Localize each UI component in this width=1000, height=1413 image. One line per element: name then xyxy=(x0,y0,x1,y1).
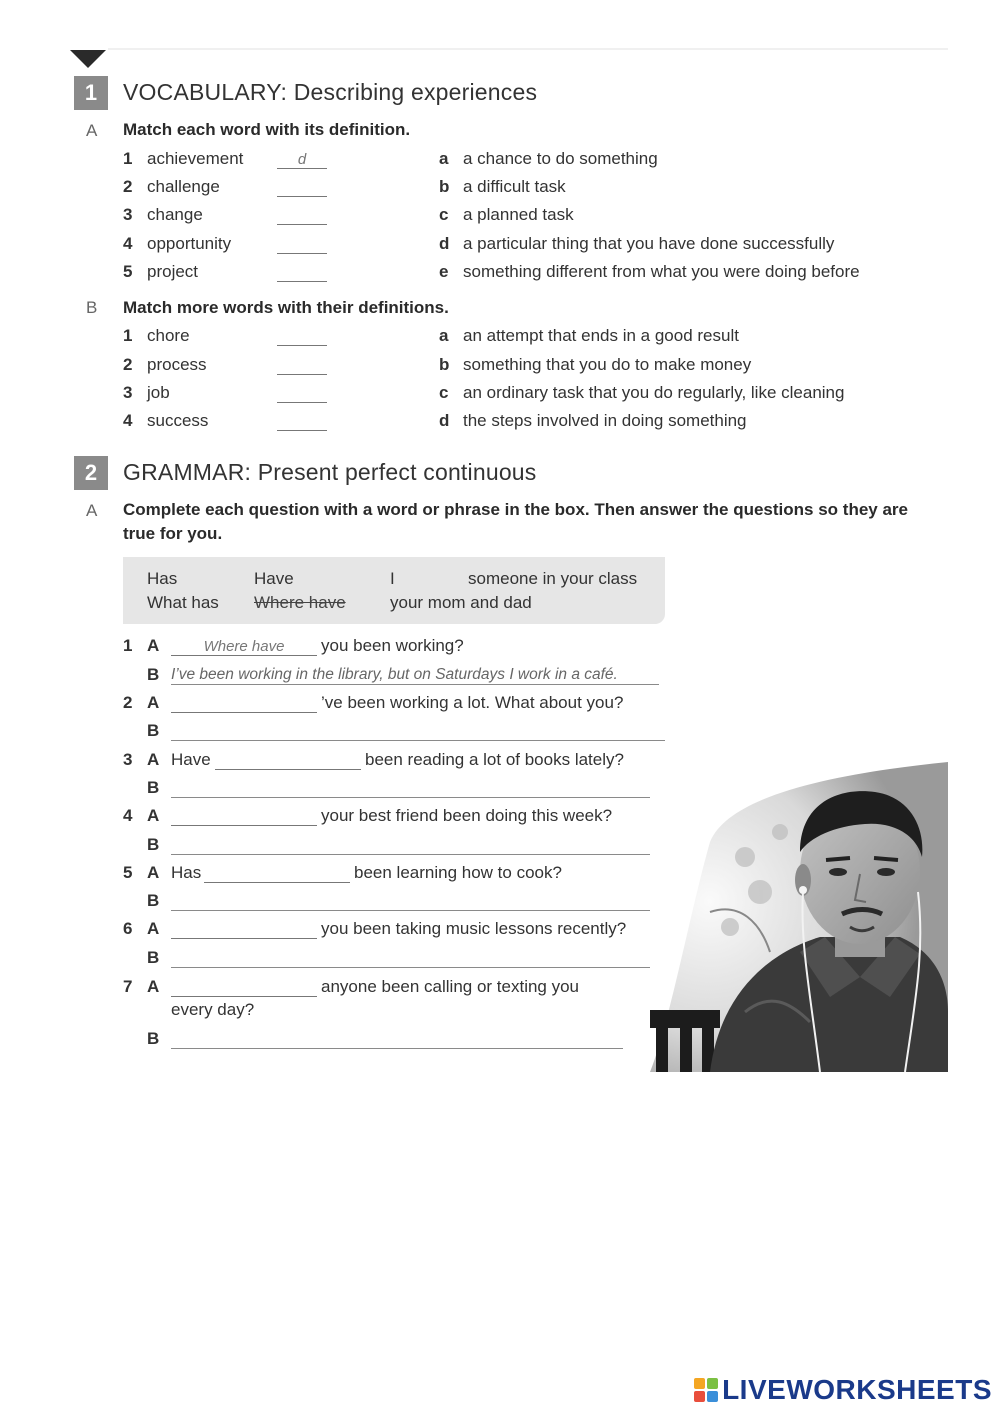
speaker-b-label: B xyxy=(147,835,160,854)
answer-line[interactable] xyxy=(171,834,665,855)
question-text: been reading a lot of books lately? xyxy=(365,750,624,769)
item-number: 4 xyxy=(123,234,133,253)
answer-blank[interactable] xyxy=(277,412,327,431)
definition-text: a planned task xyxy=(463,205,574,224)
item-number: 3 xyxy=(123,383,133,402)
liveworksheets-logo xyxy=(694,1373,992,1407)
vocab-word: success xyxy=(147,411,209,430)
vocab-word: project xyxy=(147,262,199,281)
instruction-2a-line2: true for you. xyxy=(123,524,223,543)
question-blank[interactable] xyxy=(171,807,317,826)
question-text: you been taking music lessons recently? xyxy=(321,919,627,938)
word-box-item: What has xyxy=(147,593,219,612)
question-text: been learning how to cook? xyxy=(354,863,562,882)
answer-line[interactable] xyxy=(171,777,665,798)
item-number: 2 xyxy=(123,177,133,196)
answer-line[interactable] xyxy=(171,1028,623,1049)
speaker-b-label: B xyxy=(147,948,160,967)
part-letter-1a: A xyxy=(86,121,98,140)
part-letter-2a: A xyxy=(86,501,98,520)
question-blank[interactable] xyxy=(171,694,317,713)
answer-blank[interactable] xyxy=(277,178,327,197)
question-number: 5 xyxy=(123,863,133,882)
section-1-number: 1 xyxy=(74,76,108,110)
definition-letter: d xyxy=(439,234,450,253)
item-number: 4 xyxy=(123,411,133,430)
speaker-b-label: B xyxy=(147,721,160,740)
item-number: 3 xyxy=(123,205,133,224)
word-box-item: I xyxy=(390,569,395,588)
question-number: 3 xyxy=(123,750,133,769)
speaker-a-label: A xyxy=(147,636,160,655)
word-box-item: your mom and dad xyxy=(390,593,532,612)
definition-text: the steps involved in doing something xyxy=(463,411,747,430)
speaker-b-label: B xyxy=(147,891,160,910)
question-blank[interactable]: Where have xyxy=(171,637,317,656)
item-number: 2 xyxy=(123,355,133,374)
question-blank[interactable] xyxy=(171,978,317,997)
word-box-item: Have xyxy=(254,569,294,588)
question-text: anyone been calling or texting you xyxy=(321,977,580,996)
answer-blank[interactable] xyxy=(277,356,327,375)
liveworksheets-icon xyxy=(694,1378,718,1402)
answer-blank[interactable] xyxy=(277,235,327,254)
answer-blank[interactable] xyxy=(277,384,327,403)
question-text: your best friend been doing this week? xyxy=(321,806,613,825)
definition-text: an ordinary task that you do regularly, like cleaning xyxy=(463,383,845,402)
speaker-b-label: B xyxy=(147,665,160,684)
definition-letter: b xyxy=(439,177,450,196)
student-photo xyxy=(650,762,948,1072)
word-box xyxy=(123,557,665,624)
answer-line[interactable] xyxy=(171,720,665,741)
question-number: 4 xyxy=(123,806,133,825)
part-letter-1b: B xyxy=(86,298,98,317)
definition-text: something that you do to make money xyxy=(463,355,752,374)
section-marker-triangle xyxy=(70,50,106,68)
definition-letter: c xyxy=(439,205,449,224)
question-number: 2 xyxy=(123,693,133,712)
definition-letter: e xyxy=(439,262,449,281)
instruction-2a xyxy=(123,498,923,546)
question-number: 1 xyxy=(123,636,133,655)
word-box-item-used: Where have xyxy=(254,593,346,612)
question-prefix: Have xyxy=(171,750,211,769)
section-1-title: VOCABULARY: Describing experiences xyxy=(123,79,538,105)
section-2-number: 2 xyxy=(74,456,108,490)
liveworksheets-wordmark: LIVEWORKSHEETS xyxy=(722,1374,992,1405)
word-box-item: Has xyxy=(147,569,178,588)
speaker-a-label: A xyxy=(147,693,160,712)
speaker-a-label: A xyxy=(147,977,160,996)
question-text-continued: every day? xyxy=(171,1000,255,1019)
definition-letter: d xyxy=(439,411,450,430)
question-blank[interactable] xyxy=(215,751,361,770)
answer-line[interactable] xyxy=(171,947,665,968)
word-box-item: someone in your class xyxy=(468,569,638,588)
definition-letter: a xyxy=(439,149,449,168)
vocab-word: achievement xyxy=(147,149,244,168)
vocab-word: job xyxy=(147,383,170,402)
answer-blank[interactable] xyxy=(277,263,327,282)
vocab-word: chore xyxy=(147,326,190,345)
section-2-title: GRAMMAR: Present perfect continuous xyxy=(123,459,537,485)
answer-line[interactable] xyxy=(171,890,665,911)
speaker-a-label: A xyxy=(147,750,160,769)
instruction-1a: Match each word with its definition. xyxy=(123,120,411,139)
answer-line[interactable]: I’ve been working in the library, but on Saturdays I work in a café. xyxy=(171,664,659,685)
question-blank[interactable] xyxy=(204,864,350,883)
instruction-2a-line1: Complete each question with a word or phrase in the box. Then answer the questions so they are xyxy=(123,500,908,519)
definition-text: an attempt that ends in a good result xyxy=(463,326,739,345)
instruction-1b: Match more words with their definitions. xyxy=(123,298,449,317)
question-prefix: Has xyxy=(171,863,202,882)
answer-blank[interactable] xyxy=(277,327,327,346)
vocab-word: challenge xyxy=(147,177,220,196)
definition-letter: b xyxy=(439,355,450,374)
vocab-word: process xyxy=(147,355,207,374)
vocab-word: opportunity xyxy=(147,234,232,253)
question-text: you been working? xyxy=(321,636,464,655)
item-number: 1 xyxy=(123,149,133,168)
question-blank[interactable] xyxy=(171,920,317,939)
vocab-word: change xyxy=(147,205,203,224)
question-text: ’ve been working a lot. What about you? xyxy=(321,693,624,712)
speaker-a-label: A xyxy=(147,919,160,938)
definition-text: a chance to do something xyxy=(463,149,658,168)
speaker-a-label: A xyxy=(147,806,160,825)
answer-blank[interactable]: d xyxy=(277,150,327,169)
definition-text: a difficult task xyxy=(463,177,566,196)
item-number: 5 xyxy=(123,262,133,281)
speaker-b-label: B xyxy=(147,1029,160,1048)
definition-letter: c xyxy=(439,383,449,402)
question-number: 7 xyxy=(123,977,133,996)
definition-text: a particular thing that you have done successfully xyxy=(463,234,835,253)
speaker-b-label: B xyxy=(147,778,160,797)
speaker-a-label: A xyxy=(147,863,160,882)
question-number: 6 xyxy=(123,919,133,938)
definition-text: something different from what you were doing before xyxy=(463,262,860,281)
answer-blank[interactable] xyxy=(277,206,327,225)
top-rule xyxy=(108,48,948,50)
item-number: 1 xyxy=(123,326,133,345)
definition-letter: a xyxy=(439,326,449,345)
